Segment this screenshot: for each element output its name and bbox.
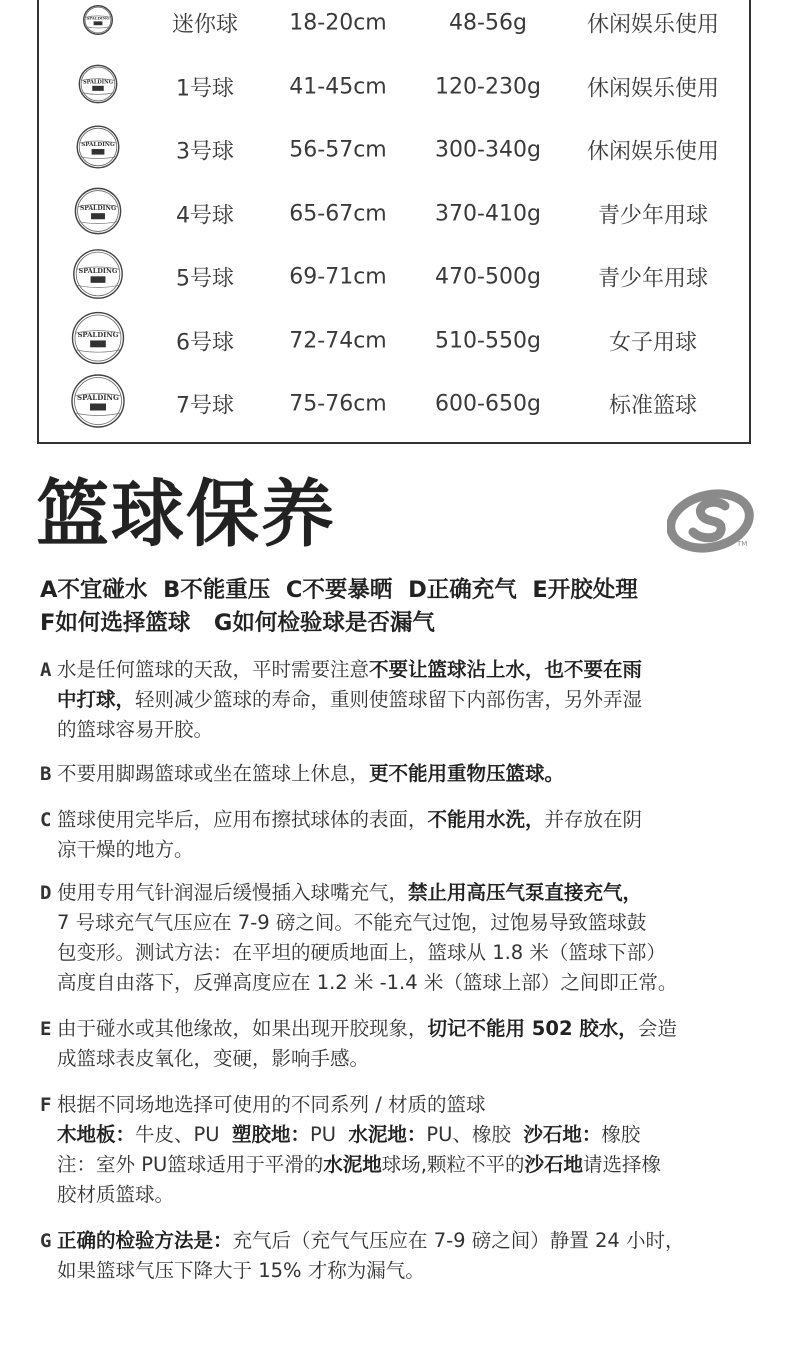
usage-value: 休闲娱乐使用 (586, 139, 720, 165)
item-line (40, 938, 760, 968)
ball-size-name: 6号球 (176, 330, 234, 356)
body-text: 使用专用气针润湿后缓慢插入球嘴充气， (57, 881, 409, 904)
emphasis-text: 切记不能用 502 胶水， (427, 1017, 638, 1040)
weight-value: 48-56g (449, 10, 527, 36)
basketball-icon (72, 248, 125, 307)
basketball-icon (73, 186, 123, 242)
emphasis-text: 沙石地： (523, 1123, 602, 1146)
circumference-value: 56-57cm (289, 137, 387, 163)
body-text: PU (309, 1123, 349, 1146)
emphasis-text: 禁止用高压气泵直接充气， (408, 881, 643, 904)
item-line (40, 878, 760, 908)
item-line (40, 715, 760, 745)
table-row (39, 379, 749, 429)
item-line (40, 968, 760, 998)
usage-value: 休闲娱乐使用 (586, 12, 720, 38)
care-item-d (40, 878, 760, 998)
weight-value: 120-230g (435, 74, 541, 100)
table-row (39, 0, 749, 48)
spalding-s-logo-icon (667, 488, 759, 558)
ball-size-table (37, 0, 751, 444)
item-letter: C (40, 809, 52, 831)
ball-brand-label: SPALDING (86, 15, 110, 21)
body-text: 7 号球充气气压应在 7-9 磅之间。不能充气过饱，过饱易导致篮球鼓 (57, 911, 647, 934)
emphasis-text: 木地板： (57, 1123, 136, 1146)
body-text: 请选择橡 (582, 1153, 661, 1176)
body-text: 球场,颗粒不平的 (381, 1153, 525, 1176)
emphasis-text: 更不能用重物压篮球。 (369, 762, 565, 785)
basketball-icon (75, 124, 121, 176)
body-text: 胶材质篮球。 (57, 1183, 175, 1206)
care-item-c (40, 805, 760, 865)
table-row (39, 316, 749, 366)
item-letter: E (40, 1018, 52, 1040)
body-text: 注：室外 PU篮球适用于平滑的 (57, 1153, 324, 1176)
ball-brand-label: SPALDING (79, 205, 117, 213)
care-item-a (40, 655, 760, 745)
emphasis-text: 正确的检验方法是： (57, 1229, 233, 1252)
circumference-value: 65-67cm (289, 201, 387, 227)
usage-value: 女子用球 (608, 330, 698, 356)
ball-size-name: 迷你球 (171, 12, 239, 38)
basketball-icon (82, 4, 115, 43)
circumference-value: 41-45cm (289, 74, 387, 100)
ball-brand-label: SPALDING (77, 331, 119, 340)
care-item-f (40, 1090, 760, 1210)
weight-value: 510-550g (435, 328, 541, 354)
item-line (40, 805, 760, 835)
body-text: 水是任何篮球的天敌，平时需要注意 (57, 658, 370, 681)
body-text: 牛皮、PU (135, 1123, 232, 1146)
emphasis-text: 沙石地 (524, 1153, 583, 1176)
usage-value: 标准篮球 (608, 393, 698, 419)
body-text: 凉干燥的地方。 (57, 838, 194, 861)
body-text: 橡胶 (601, 1123, 641, 1146)
item-line (40, 1180, 760, 1210)
care-item-e (40, 1014, 760, 1074)
ball-brand-label: SPALDING (78, 267, 118, 276)
usage-value: 青少年用球 (597, 203, 709, 229)
weight-value: 470-500g (435, 264, 541, 290)
item-line (40, 1150, 760, 1180)
item-line (40, 1120, 760, 1150)
item-line (40, 1226, 760, 1256)
item-letter: B (40, 763, 52, 785)
care-item-g (40, 1226, 760, 1286)
trademark-label: TM (737, 540, 748, 548)
body-text: 轻则减少篮球的寿命，重则使篮球留下内部伤害，另外弄湿 (135, 688, 643, 711)
emphasis-text: 不要让篮球沾上水，也不要在雨 (369, 658, 643, 681)
usage-value: 青少年用球 (597, 266, 709, 292)
emphasis-text: 中打球， (57, 688, 136, 711)
table-row (39, 125, 749, 175)
basketball-icon (77, 63, 119, 111)
body-text: 包变形。测试方法：在平坦的硬质地面上，篮球从 1.8 米（篮球下部） (57, 941, 666, 964)
item-line (40, 685, 760, 715)
item-letter: G (40, 1230, 52, 1252)
item-line (40, 1256, 760, 1286)
body-text: 根据不同场地选择可使用的不同系列 / 材质的篮球 (57, 1093, 486, 1116)
circumference-value: 72-74cm (289, 328, 387, 354)
item-line (40, 1090, 760, 1120)
body-text: 并存放在阴 (544, 808, 643, 831)
item-line (40, 908, 760, 938)
body-text: 由于碰水或其他缘故，如果出现开胶现象， (57, 1017, 428, 1040)
body-text: 不要用脚踢篮球或坐在篮球上休息， (57, 762, 370, 785)
care-item-b (40, 759, 760, 789)
item-letter: A (40, 659, 52, 681)
body-text: PU、橡胶 (426, 1123, 524, 1146)
categories-line-1: A不宜碰水 B不能重压 C不要暴晒 D正确充气 E开胶处理 (40, 577, 638, 603)
item-line (40, 835, 760, 865)
item-line (40, 759, 760, 789)
emphasis-text: 水泥地： (348, 1123, 427, 1146)
emphasis-text: 水泥地 (323, 1153, 382, 1176)
body-text: 篮球使用完毕后，应用布擦拭球体的表面， (57, 808, 428, 831)
ball-size-name: 7号球 (176, 393, 234, 419)
emphasis-text: 塑胶地： (231, 1123, 310, 1146)
item-line (40, 655, 760, 685)
body-text: 的篮球容易开胶。 (57, 718, 214, 741)
ball-size-name: 3号球 (176, 139, 234, 165)
weight-value: 600-650g (435, 391, 541, 417)
circumference-value: 18-20cm (289, 10, 387, 36)
body-text: 如果篮球气压下降大于 15% 才称为漏气。 (57, 1259, 425, 1282)
ball-size-name: 4号球 (176, 203, 234, 229)
table-row (39, 62, 749, 112)
section-title: 篮球保养 (36, 472, 336, 557)
circumference-value: 75-76cm (289, 391, 387, 417)
ball-brand-label: SPALDING (82, 79, 114, 86)
weight-value: 300-340g (435, 137, 541, 163)
body-text: 高度自由落下，反弹高度应在 1.2 米 -1.4 米（篮球上部）之间即正常。 (57, 971, 678, 994)
body-text: 充气后（充气气压应在 7-9 磅之间）静置 24 小时， (232, 1229, 685, 1252)
basketball-icon (70, 373, 126, 435)
table-row (39, 189, 749, 239)
body-text: 成篮球表皮氧化，变硬，影响手感。 (57, 1047, 370, 1070)
ball-brand-label: SPALDING (81, 142, 115, 149)
usage-value: 休闲娱乐使用 (586, 76, 720, 102)
basketball-icon (71, 311, 126, 372)
categories-line-2: F如何选择篮球 G如何检验球是否漏气 (40, 610, 435, 636)
ball-brand-label: SPALDING (77, 393, 119, 402)
circumference-value: 69-71cm (289, 264, 387, 290)
weight-value: 370-410g (435, 201, 541, 227)
care-categories (40, 574, 638, 640)
item-letter: F (40, 1094, 52, 1116)
ball-size-name: 5号球 (176, 266, 234, 292)
ball-size-name: 1号球 (176, 76, 234, 102)
body-text: 会造 (637, 1017, 677, 1040)
table-row (39, 252, 749, 302)
item-line (40, 1044, 760, 1074)
item-letter: D (40, 882, 52, 904)
item-line (40, 1014, 760, 1044)
emphasis-text: 不能用水洗， (427, 808, 545, 831)
